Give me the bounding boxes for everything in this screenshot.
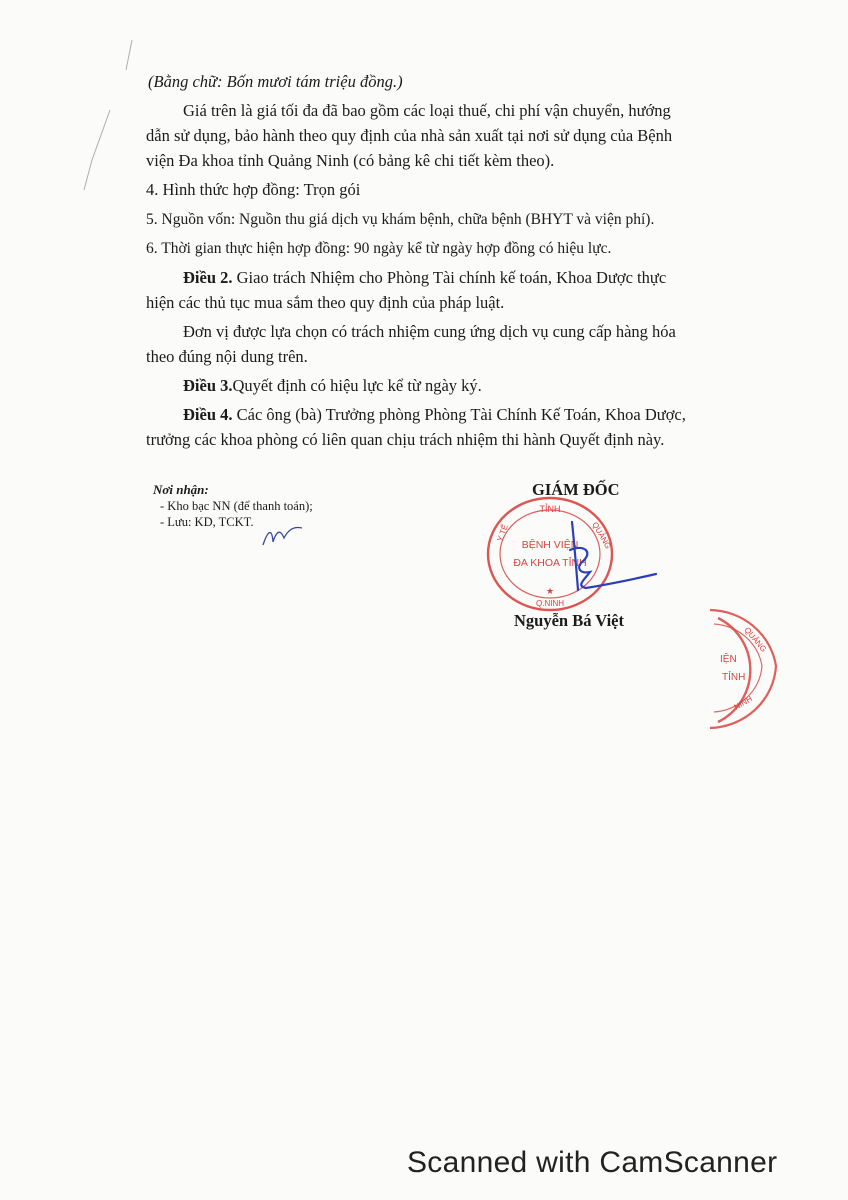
edge-seal-line-2: TỈNH: [722, 672, 746, 683]
signature-stroke: [560, 510, 670, 610]
article-4-line-1: [183, 405, 686, 425]
signature-title: GIÁM ĐỐC: [532, 480, 620, 499]
edge-seal: [700, 600, 790, 735]
article-3-text: Quyết định có hiệu lực kể từ ngày ký.: [232, 376, 482, 395]
seal-line-1: BỆNH VIỆN: [521, 539, 579, 551]
price-note-line-3: viện Đa khoa tỉnh Quảng Ninh (có bảng kê chi tiết kèm theo).: [146, 151, 555, 170]
funding-source-item: 5. Nguồn vốn: Nguồn thu giá dịch vụ khám bệnh, chữa bệnh (BHYT và viện phí).: [146, 211, 655, 228]
seal-line-2: ĐA KHOA TỈNH: [513, 557, 587, 569]
edge-seal-arc-text: QUẢNG: [742, 625, 769, 654]
recipient-item-2: - Lưu: KD, TCKT.: [160, 515, 254, 529]
svg-text:★: ★: [545, 586, 555, 596]
article-2-text: Giao trách Nhiệm cho Phòng Tài chính kế toán, Khoa Dược thực: [232, 268, 667, 287]
seal-left-text: Y TẾ: [495, 523, 510, 543]
signer-name: Nguyễn Bá Việt: [514, 611, 625, 630]
article-3-label: Điều 3.: [183, 376, 233, 395]
article-4-line-2: trưởng các khoa phòng có liên quan chịu trách nhiệm thi hành Quyết định này.: [146, 430, 665, 449]
recipient-item-1: - Kho bạc NN (để thanh toán);: [160, 499, 313, 513]
contract-form-item: 4. Hình thức hợp đồng: Trọn gói: [146, 180, 361, 199]
selected-unit-line-1: Đơn vị được lựa chọn có trách nhiệm cung ứng dịch vụ cung cấp hàng hóa: [183, 322, 676, 341]
seal-right-text: QUẢNG: [590, 520, 613, 551]
contract-duration-item: 6. Thời gian thực hiện hợp đồng: 90 ngày kể từ ngày hợp đồng có hiệu lực.: [146, 240, 612, 257]
article-2-line-1: [183, 268, 666, 288]
article-2-label: Điều 2.: [183, 268, 233, 287]
price-note-line-1: Giá trên là giá tối đa đã bao gồm các loại thuế, chi phí vận chuyển, hướng: [183, 101, 671, 120]
recipients-title: Nơi nhận:: [153, 482, 209, 497]
amount-in-words: (Bằng chữ: Bốn mươi tám triệu đồng.): [148, 72, 403, 91]
edge-seal-bottom-text: NINH: [732, 694, 754, 712]
article-4-label: Điều 4.: [183, 405, 233, 424]
price-note-line-2: dẫn sử dụng, bảo hành theo quy định của nhà sản xuất tại nơi sử dụng của Bệnh: [146, 126, 673, 145]
article-2-line-2: hiện các thủ tục mua sắm theo quy định của pháp luật.: [146, 293, 505, 312]
article-3: [183, 376, 482, 396]
camscanner-watermark: Scanned with CamScanner: [407, 1146, 778, 1179]
article-4-text: Các ông (bà) Trưởng phòng Phòng Tài Chính Kế Toán, Khoa Dược,: [232, 405, 686, 424]
seal-top-text: TỈNH: [539, 504, 561, 514]
edge-seal-line-1: IỆN: [720, 654, 737, 665]
initials-mark: [258, 520, 308, 550]
selected-unit-line-2: theo đúng nội dung trên.: [146, 347, 308, 366]
scan-artifact-line: [40, 30, 140, 210]
seal-bottom-text: Q.NINH: [536, 599, 564, 608]
